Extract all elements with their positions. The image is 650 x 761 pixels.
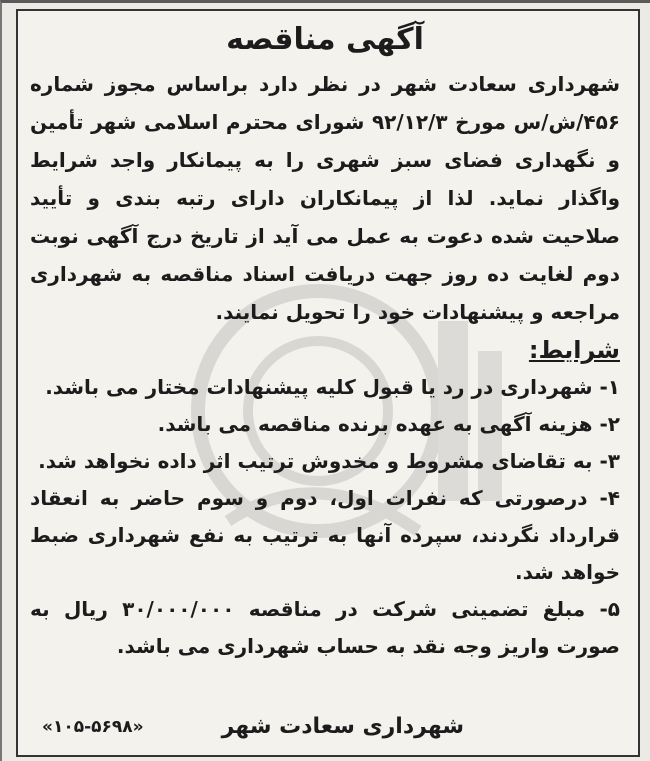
- signer-name: شهرداری سعادت شهر: [221, 714, 464, 739]
- condition-item-3: ۳- به تقاضای مشروط و مخدوش ترتیب اثر داده نخواهد شد.: [38, 449, 620, 473]
- ad-footer: [42, 707, 614, 747]
- ad-frame: [16, 9, 640, 757]
- ad-intro-paragraph: شهرداری سعادت شهر در نظر دارد براساس مجوز شماره ۴۵۶/ش/س مورخ ۹۲/۱۲/۳ شورای محترم اسلامی شهر تأمین و نگهداری فضای سبز شهری را به پیمانکار واجد شرایط واگذار نماید. لذا از پیمانکاران دارای رتبه بندی و تأیید صلاحیت شده دعوت به عمل می آید از تاریخ درج آگهی نوبت دوم لغایت ده روز جهت دریافت اسناد مناقصه به شهرداری مراجعه و پیشنهادات خود را تحویل نمایند.: [30, 72, 620, 324]
- condition-item-5: ۵- مبلغ تضمینی شرکت در مناقصه ۳۰/۰۰۰/۰۰۰ ریال به صورت واریز وجه نقد به حساب شهرداری می باشد.: [30, 597, 620, 658]
- condition-item-2: ۲- هزینه آگهی به عهده برنده مناقصه می باشد.: [157, 412, 620, 436]
- conditions-heading: شرایط:: [528, 336, 620, 364]
- reference-code: «۱۰۵-۵۶۹۸»: [42, 717, 144, 737]
- ad-title: آگهی مناقصه: [226, 22, 424, 57]
- condition-item-1: ۱- شهرداری در رد یا قبول کلیه پیشنهادات مختار می باشد.: [45, 375, 620, 399]
- ad-content: [18, 11, 638, 755]
- condition-item-4: ۴- درصورتی که نفرات اول، دوم و سوم حاضر به انعقاد قرارداد نگردند، سپرده آنها به ترتیب به نفع شهرداری ضبط خواهد شد.: [30, 486, 620, 584]
